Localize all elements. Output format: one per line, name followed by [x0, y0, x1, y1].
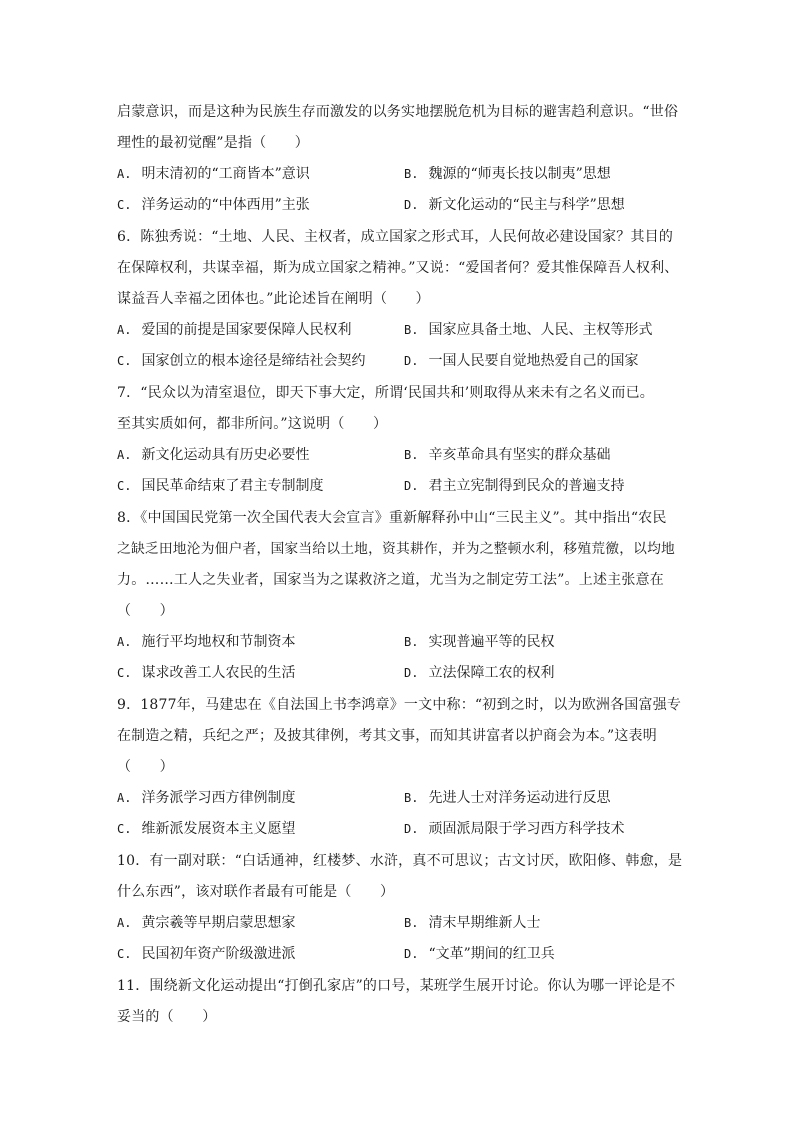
question-8-line: 力。……工人之失业者，国家当为之谋救济之道，尤当为之制定劳工法”。上述主张意在: [117, 572, 664, 588]
option-d: D. 新文化运动的“民主与科学”思想: [404, 197, 625, 213]
option-b: B. 清末早期维新人士: [404, 915, 541, 931]
question-6-line: 在保障权利，共谋幸福，斯为成立国家之精神。”又说：“爱国者何？爱其惟保障吾人权利、: [117, 260, 679, 276]
question-10-line: 什么东西”，该对联作者最有可能是（ ）: [117, 884, 395, 900]
option-c: C. 维新派发展资本主义愿望: [117, 821, 296, 837]
option-row: [117, 445, 682, 465]
question-text-line: 理性的最初觉醒”是指（ ）: [117, 135, 309, 151]
question-9-line: 9．1877年，马建忠在《自法国上书李鸿章》一文中称：“初到之时，以为欧洲各国富强专: [117, 697, 682, 713]
option-d: D. 顽固派局限于学习西方科学技术: [404, 821, 625, 837]
option-c: C. 谋求改善工人农民的生活: [117, 665, 296, 681]
option-d: D. “文革”期间的红卫兵: [404, 946, 555, 962]
question-8-line: 之缺乏田地沦为佃户者，国家当给以土地，资其耕作，并为之整顿水利，移殖荒徼，以均地: [117, 541, 676, 557]
option-a: A. 明末清初的“工商皆本”意识: [117, 166, 310, 182]
question-8-line: （ ）: [117, 603, 174, 619]
option-row: [117, 819, 682, 839]
question-9-line: （ ）: [117, 759, 174, 775]
option-d: D. 立法保障工农的权利: [404, 665, 555, 681]
option-a: A. 施行平均地权和节制资本: [117, 634, 296, 650]
option-row: [117, 320, 682, 340]
option-c: C. 洋务运动的“中体西用”主张: [117, 197, 310, 213]
option-b: B. 先进人士对洋务运动进行反思: [404, 790, 611, 806]
option-row: [117, 913, 682, 933]
question-6-line: 谋益吾人幸福之团体也。”此论述旨在阐明（ ）: [117, 291, 430, 307]
question-11-line: 妥当的（ ）: [117, 1009, 217, 1025]
question-11-line: 11．围绕新文化运动提出“打倒孔家店”的口号，某班学生展开讨论。你认为哪一评论是不: [117, 978, 676, 994]
option-row: [117, 476, 682, 496]
option-c: C. 国民革命结束了君主专制制度: [117, 478, 324, 494]
option-a: A. 黄宗羲等早期启蒙思想家: [117, 915, 296, 931]
option-d: D. 君主立宪制得到民众的普遍支持: [404, 478, 625, 494]
question-text-line: 启蒙意识，而是这种为民族生存而激发的以务实地摆脱危机为目标的避害趋利意识。“世俗: [117, 104, 679, 120]
question-7-line: 至其实质如何，都非所问。”这说明（ ）: [117, 416, 388, 432]
question-7-line: 7．“民众以为清室退位，即天下事大定，所谓‘民国共和’则取得从来未有之名义而已。: [117, 385, 654, 401]
option-row: [117, 788, 682, 808]
option-c: C. 民国初年资产阶级激进派: [117, 946, 296, 962]
option-d: D. 一国人民要自觉地热爱自己的国家: [404, 353, 639, 369]
option-b: B. 实现普遍平等的民权: [404, 634, 555, 650]
option-a: A. 洋务派学习西方律例制度: [117, 790, 296, 806]
question-9-line: 在制造之精，兵纪之严；及披其律例，考其文事，而知其讲富者以护商会为本。”这表明: [117, 728, 657, 744]
question-10-line: 10．有一副对联：“白话通神，红楼梦、水浒，真不可思议；古文讨厌，欧阳修、韩愈，是: [117, 853, 683, 869]
option-row: [117, 164, 682, 184]
option-row: [117, 663, 682, 683]
option-row: [117, 195, 682, 215]
option-row: [117, 944, 682, 964]
option-row: [117, 632, 682, 652]
option-b: B. 国家应具备土地、人民、主权等形式: [404, 322, 653, 338]
option-c: C. 国家创立的根本途径是缔结社会契约: [117, 353, 366, 369]
question-6-line: 6．陈独秀说：“土地、人民、主权者，成立国家之形式耳，人民何故必建设国家？其目的: [117, 229, 674, 245]
option-a: A. 新文化运动具有历史必要性: [117, 447, 310, 463]
option-a: A. 爱国的前提是国家要保障人民权利: [117, 322, 352, 338]
option-b: B. 魏源的“师夷长技以制夷”思想: [404, 166, 611, 182]
option-b: B. 辛亥革命具有坚实的群众基础: [404, 447, 611, 463]
option-row: [117, 351, 682, 371]
question-8-line: 8．《中国国民党第一次全国代表大会宣言》重新解释孙中山“三民主义”。其中指出“农民: [117, 510, 667, 526]
